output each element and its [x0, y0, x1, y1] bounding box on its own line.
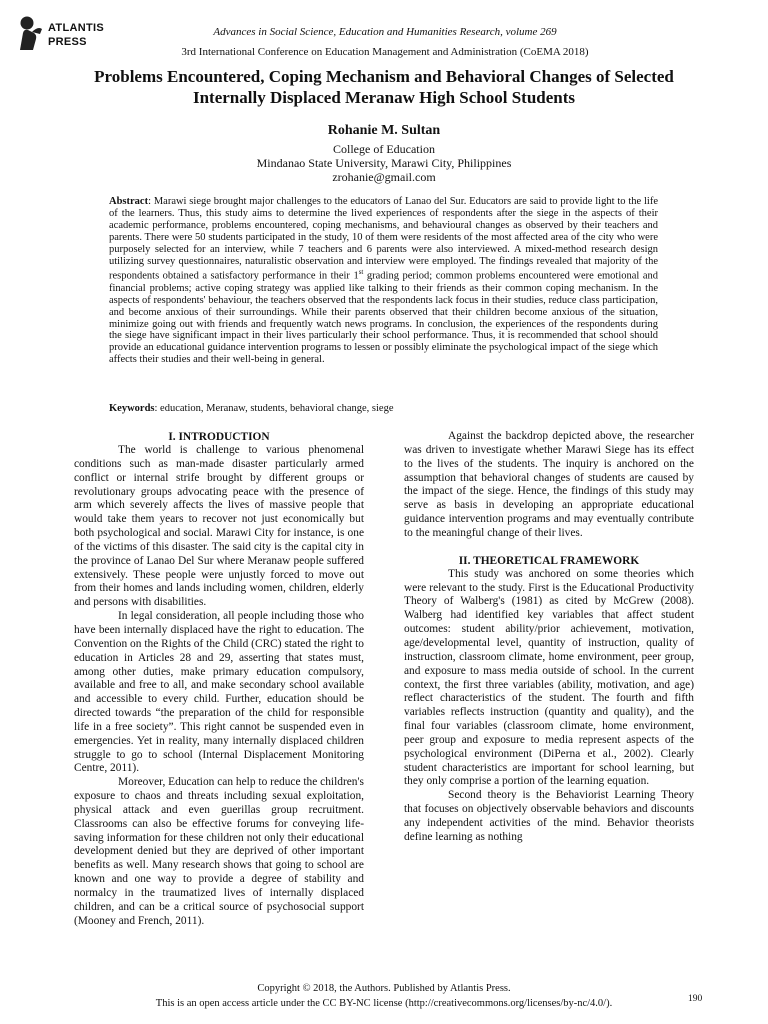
intro-paragraph-3: Moreover, Education can help to reduce the children's exposure to chaos and threats including sexual exploitation, physical attack and even guerillas group recruitment. Classrooms can also be effective forums for conveying life-saving information for these children not only their educational development denied but they are deprived of other important benefits as well. Many research shows that going to school are known and one way to provide a degree of stability and normalcy in the traumatized lives of internally displaced children, and can be a critical source of psychosocial support (Mooney and French, 2011). — [74, 776, 364, 927]
publisher-line-2: PRESS — [48, 36, 87, 48]
keywords — [109, 403, 658, 414]
author-email: zrohanie@gmail.com — [332, 170, 436, 184]
right-column — [404, 430, 694, 845]
section-heading-introduction: I. INTRODUCTION — [168, 431, 270, 443]
intro-paragraph-2: In legal consideration, all people including those who have been internally displaced have the right to education. The Convention on the Rights of the Child (CRC) stated the right to education in Articles 28 and 29, asserting that states must, among other duties, make primary education compulsory, available and free to all, and make secondary school available and accessible to every child. Further, education should be directed towards “the preparation of the child for responsible life in a free society”. This right cannot be suspended even in emergencies. Yet in reality, many internally displaced children struggle to go to school (Internal Displacement Monitoring Centre, 2011). — [74, 610, 364, 775]
page-number: 190 — [688, 994, 703, 1004]
abstract-text-b: grading period; common problems encountered were emotional and financial problems; active coping strategy was applied like talking to their friends as their common coping mechanism. In the aspects of respondents' behaviour, the teachers observed that the respondents lack focus in their studies, reduce class participation, and become anxious of their surroundings. While their parents observed that their children become anxious of the situation, minimize going out with friends and frequently watch news programs. In conclusion, the experiences of the respondents during the siege have significant impact in their lives particularly their school performance. Thus, it is recommended that school should provide an educational guidance intervention programs to lessen or possibly eliminate the psychological impact of the siege which affects their studies and their well-being in general. — [109, 270, 658, 366]
intro-paragraph-4: Against the backdrop depicted above, the researcher was driven to investigate whether Marawi Siege has its effect to the lives of the students. The inquiry is anchored on the assumption that behavioral changes of students are caused by the impact of the siege. Hence, the findings of this study may serve as basis in developing an appropriate educational guidance intervention programs and may eventually contribute to the meaningful change of their lives. — [404, 430, 694, 539]
affiliation-university: Mindanao State University, Marawi City, Philippines — [256, 156, 512, 170]
abstract-superscript: st — [358, 268, 364, 277]
left-column — [74, 430, 364, 929]
publisher-name — [48, 21, 104, 49]
publisher-line-1: ATLANTIS — [48, 22, 104, 34]
abstract-text-a: : Marawi siege brought major challenges to the educators of Lanao del Sur. Educators are said to provide light to the life of the learners. Thus, this study aims to determine the lived experiences of respondents after the siege in the aspects of their academic performance, problems encountered, coping mechanisms, and behavioural changes as observed by their teachers and parents. There were 50 students participated in the study, 10 of them were residents of the most affected area of the city who were purposely selected for an interview, while 7 teachers and 6 parents were also interviewed. A mixed-method research design utilizing survey questionnaires, naturalistic observation and interview were employed. The findings revealed that majority of the respondents obtained a satisfactory performance in their 1 — [109, 196, 658, 282]
keywords-label: Keywords — [109, 403, 155, 414]
keywords-text: : education, Meranaw, students, behavioral change, siege — [154, 403, 394, 414]
framework-paragraph-2: Second theory is the Behaviorist Learning Theory that focuses on objectively observable behaviors and discounts any independent activities of the mind. Behavior theorists define learning as nothing — [404, 789, 694, 843]
abstract — [109, 196, 658, 366]
abstract-label: Abstract — [109, 196, 149, 207]
affiliation-college: College of Education — [333, 142, 435, 156]
footer-copyright: Copyright © 2018, the Authors. Published by Atlantis Press. — [257, 983, 511, 994]
atlas-figure-icon — [18, 14, 44, 54]
author-name: Rohanie M. Sultan — [327, 123, 441, 138]
paper-title: Problems Encountered, Coping Mechanism and Behavioral Changes of Selected Internally Displaced Meranaw High School Students — [94, 67, 674, 107]
journal-name: Advances in Social Science, Education and Humanities Research, volume 269 — [213, 26, 557, 38]
framework-paragraph-1: This study was anchored on some theories which were relevant to the study. First is the Educational Productivity Theory of Walberg's (1981) as cited by McGrew (2008). Walberg had identified key variables that affect student outcomes: student ability/prior achievement, motivation, age/developmental level, quantity of instruction, quality of instruction, classroom climate, home environment, peer group, and exposure to mass media outside of school. In the current context, the first three variables (ability, motivation, and age) reflect characteristics of the student. The fourth and fifth variables reflects instruction (quantity and quality), and the final four variables (classroom climate, home environment, peer group and exposure to media represent aspects of the psychological environment (DiPerna et al., 2002). Clearly student characteristics are important for school learning, but they only comprise a portion of the learning equation. — [404, 567, 694, 788]
section-heading-theoretical-framework: II. THEORETICAL FRAMEWORK — [458, 554, 640, 567]
footer-license: This is an open access article under the CC BY-NC license (http://creativecommons.org/licenses/by-nc/4.0/). — [155, 998, 613, 1009]
intro-paragraph-1: The world is challenge to various phenomenal conditions such as man-made disaster particularly armed conflict or internal strife brought by different groups or revolutionary groups advocating peace with the presence of arm which severely affects the lives of massive people that would take them years to recover not just economically but both psychological and social. Marawi City for instance, is one of the victims of this disaster. The said city is the capital city in the province of Lanao Del Sur where Meranaw people suffered extensively. These people were unjustly forced to move out from their homes and lands including women, children, elderly and persons with disabilities. — [74, 444, 364, 609]
conference-name: 3rd International Conference on Education Management and Administration (CoEMA 2018) — [181, 46, 589, 58]
